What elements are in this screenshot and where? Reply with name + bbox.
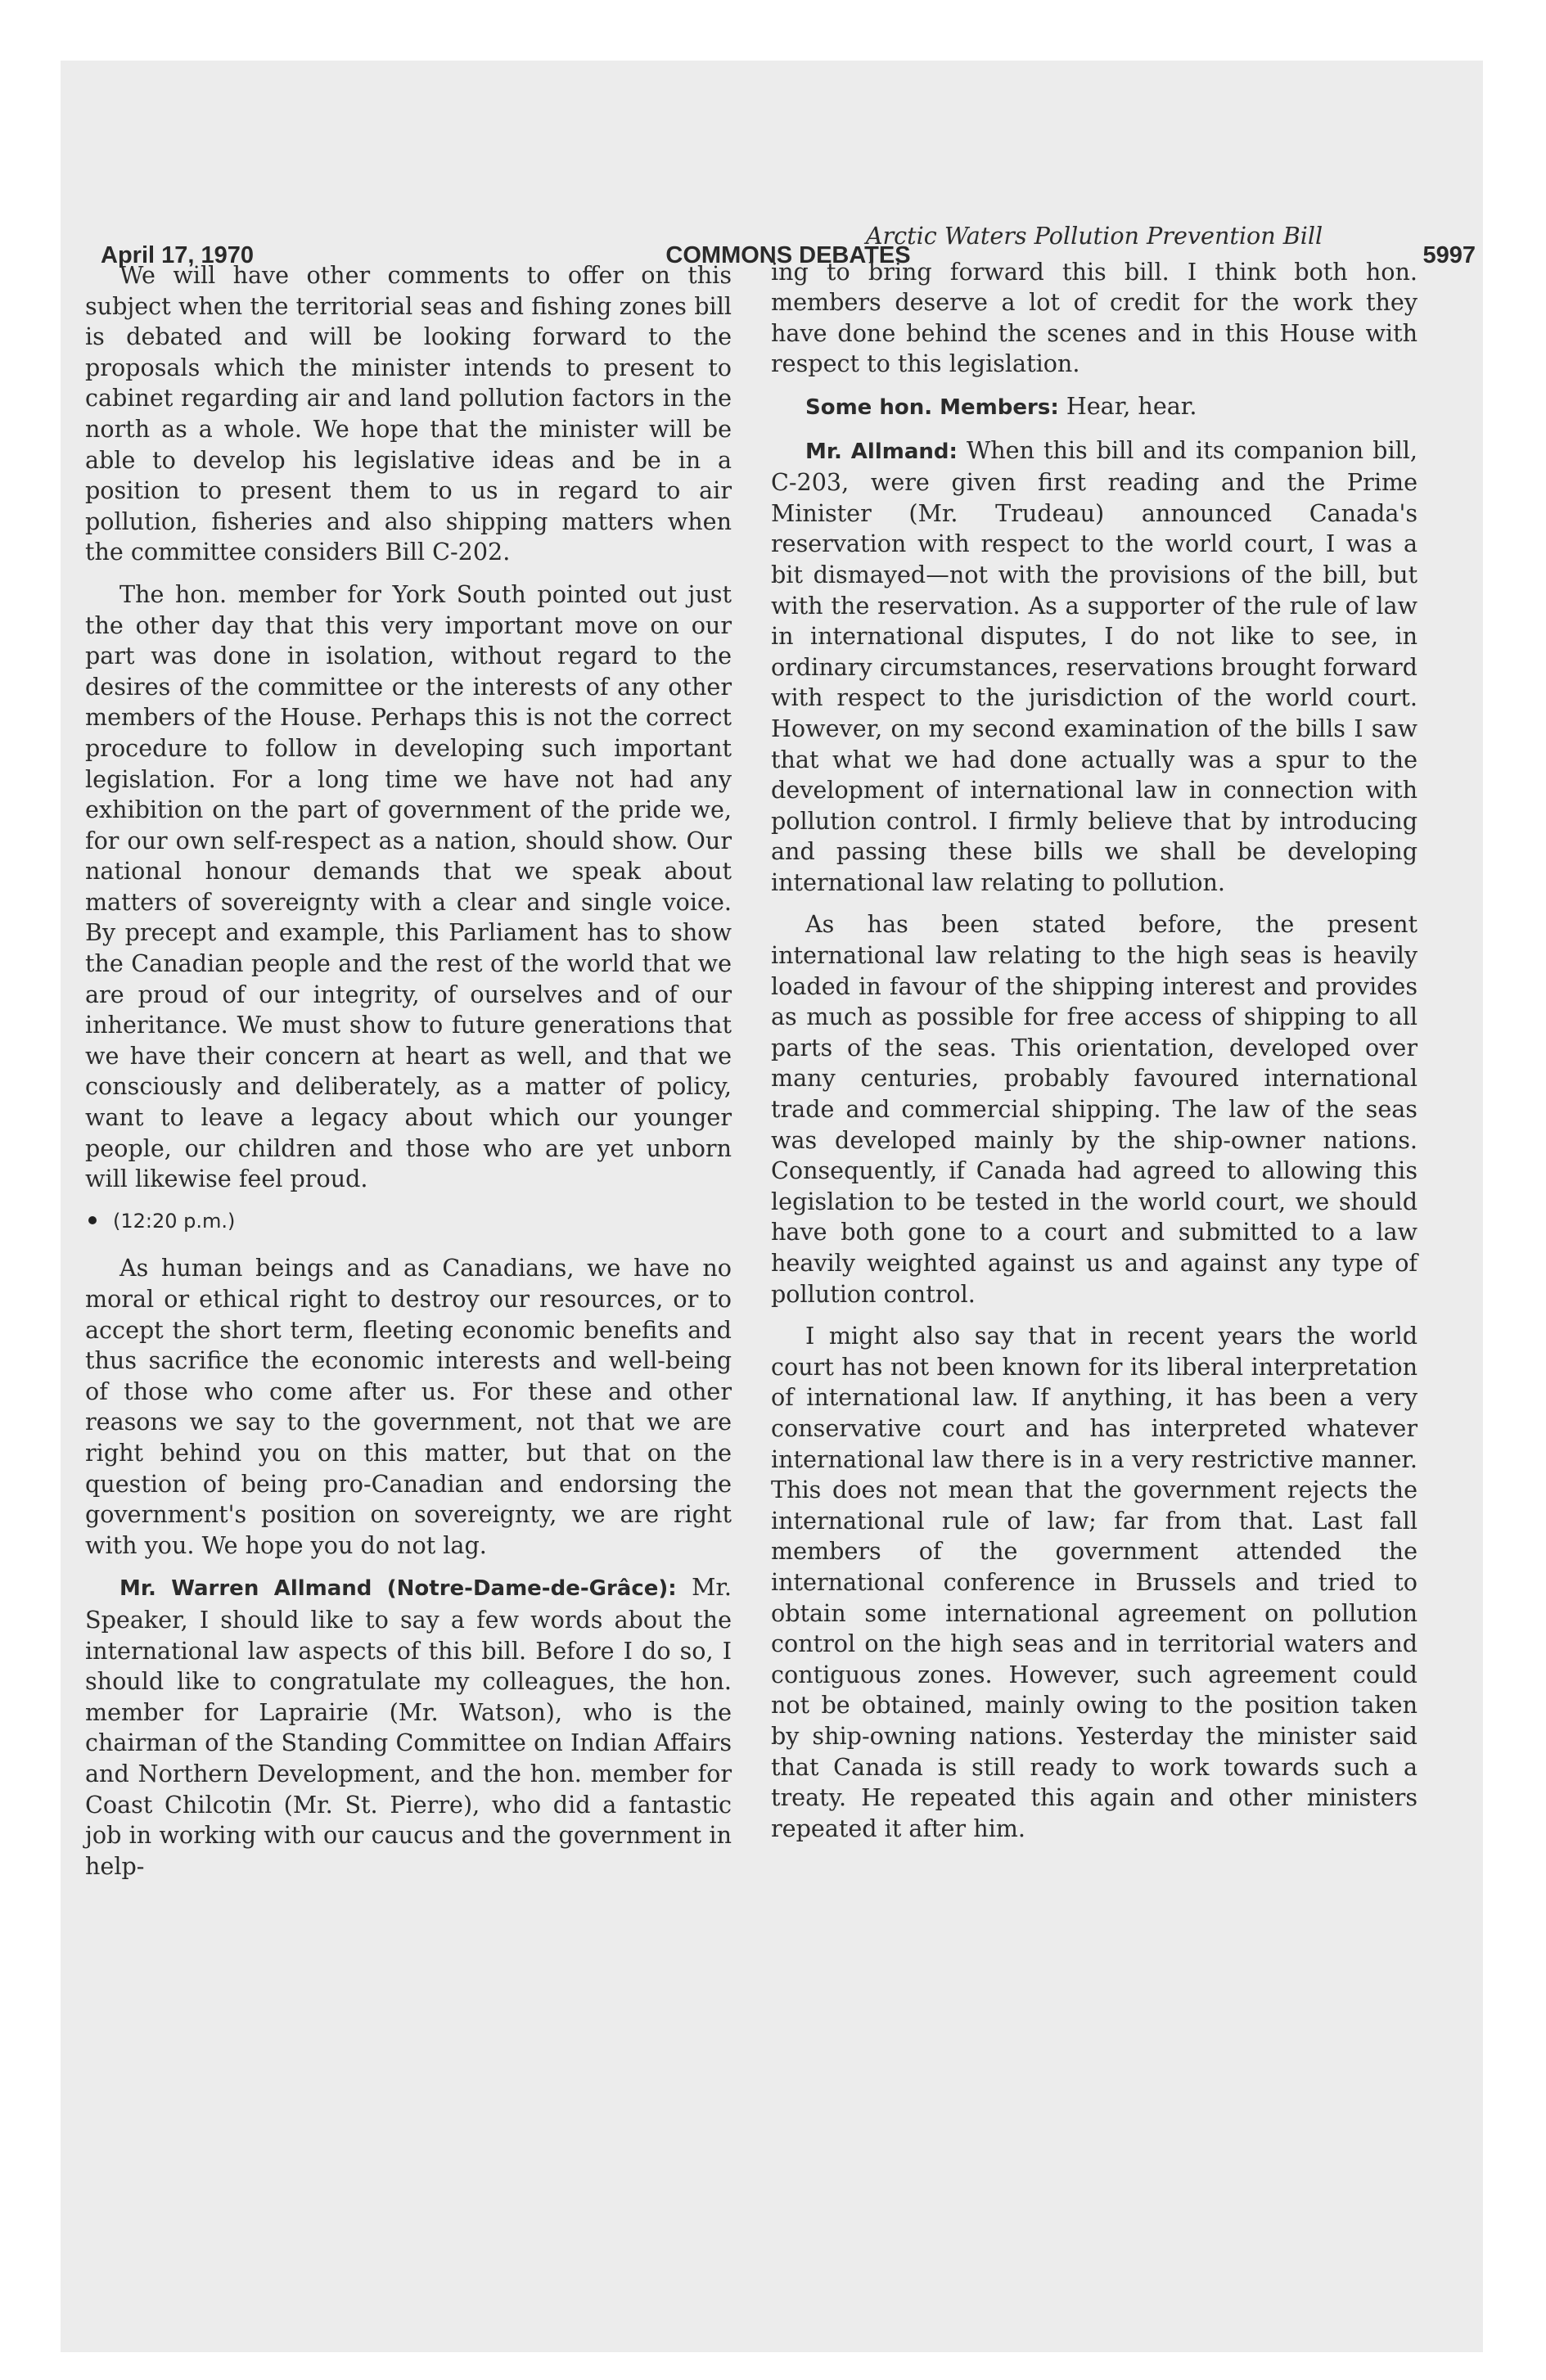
speech-text: Mr. Speaker, I should like to say a few words about the international law aspects of this bill. Before I do so, I should like to congratulate my colleagues, the hon. member for Laprairie (Mr. Watson), who is the chairman of the Standing Committee on Indian Affairs and Northern Development, and the hon. member for Coast Chilcotin (Mr. St. Pierre), who did a fantastic job in working with our caucus and the government in help- [85, 1573, 732, 1880]
page-number: 5997 [1422, 242, 1476, 268]
time-marker-text: (12:20 p.m.) [113, 1209, 236, 1233]
paragraph: I might also say that in recent years the world court has not been known for its liberal interpretation of international law. If anything, it has been a very conservative court and has interpreted whatever international law there is in a very restrictive manner. This does not mean that the government rejects the international rule of law; far from that. Last fall members of the government attended the international conference in Brussels and tried to obtain some international agreement on pollution control on the high seas and in territorial waters and contiguous zones. However, such agreement could not be obtained, mainly owing to the position taken by ship-owning nations. Yesterday the minister said that Canada is still ready to work towards such a treaty. He repeated this again and other ministers repeated it after him. [771, 1322, 1418, 1842]
left-column [85, 260, 732, 1893]
paragraph [85, 1572, 732, 1882]
speaker-name: Mr. Warren Allmand (Notre-Dame-de-Grâce): [119, 1576, 677, 1602]
paragraph: ing to bring forward this bill. I think both hon. members deserve a lot of credit for the work they have done behind the scenes and in this House with respect to this legislation. [771, 257, 1418, 378]
paragraph: As human beings and as Canadians, we have no moral or ethical right to destroy our resources, or to accept the short term, fleeting economic benefits and thus sacrifice the economic interests and well-being of those who come after us. For these and other reasons we say to the government, not that we are right behind you on this matter, but that on the question of being pro-Canadian and endorsing the government's position on sovereignty, we are right with you. We hope you do not lag. [85, 1254, 732, 1559]
paragraph: As has been stated before, the present international law relating to the high seas is heavily loaded in favour of the shipping interest and provides as much as possible for free access of shipping to all parts of the seas. This orientation, developed over many centuries, probably favoured international trade and commercial shipping. The law of the seas was developed mainly by the ship-owner nations. Consequently, if Canada had agreed to allowing this legislation to be tested in the world court, we should have both gone to a court and submitted to a law heavily weighted against us and against any type of pollution control. [771, 910, 1418, 1308]
speaker-name: Some hon. Members: [805, 394, 1059, 420]
speaker-name: Mr. Allmand: [805, 439, 958, 464]
paragraph [771, 391, 1418, 424]
bullet-icon [88, 1216, 97, 1224]
header-date: April 17, 1970 [101, 242, 254, 268]
time-marker [85, 1206, 732, 1237]
speech-text: Hear, hear. [1066, 391, 1197, 420]
section-subhead: Arctic Waters Pollution Prevention Bill [865, 222, 1323, 250]
paragraph [771, 435, 1418, 899]
header-title: COMMONS DEBATES [665, 242, 911, 268]
paragraph: We will have other comments to offer on this subject when the territorial seas and fishing zones bill is debated and will be looking forward to the proposals which the minister intends to present to cabinet regarding air and land pollution factors in the north as a whole. We hope that the minister will be able to develop his legislative ideas and be in a position to present them to us in regard to air pollution, fisheries and also shipping matters when the committee considers Bill C-202. [85, 261, 732, 566]
right-column [771, 221, 1418, 1855]
paragraph: The hon. member for York South pointed out just the other day that this very important move on our part was done in isolation, without regard to the desires of the committee or the interests of any other members of the House. Perhaps this is not the correct procedure to follow in developing such important legislation. For a long time we have not had any exhibition on the part of government of the pride we, for our own self-respect as a nation, should show. Our national honour demands that we speak about matters of sovereignty with a clear and single voice. By precept and example, this Parliament has to show the Canadian people and the rest of the world that we are proud of our integrity, of ourselves and of our inheritance. We must show to future generations that we have their concern at heart as well, and that we consciously and deliberately, as a matter of policy, want to leave a legacy about which our younger people, our children and those who are yet unborn will likewise feel proud. [85, 579, 732, 1193]
speech-text: When this bill and its companion bill, C-203, were given first reading and the Prime Minister (Mr. Trudeau) announced Canada's reservation with respect to the world court, I was a bit dismayed—not with the provisions of the bill, but with the reservation. As a supporter of the rule of law in international disputes, I do not like to see, in ordinary circumstances, reservations brought forward with respect to the jurisdiction of the world court. However, on my second examination of the bills I saw that what we had done actually was a spur to the development of international law in connection with pollution control. I firmly believe that by introducing and passing these bills we shall be developing international law relating to pollution. [771, 435, 1418, 896]
